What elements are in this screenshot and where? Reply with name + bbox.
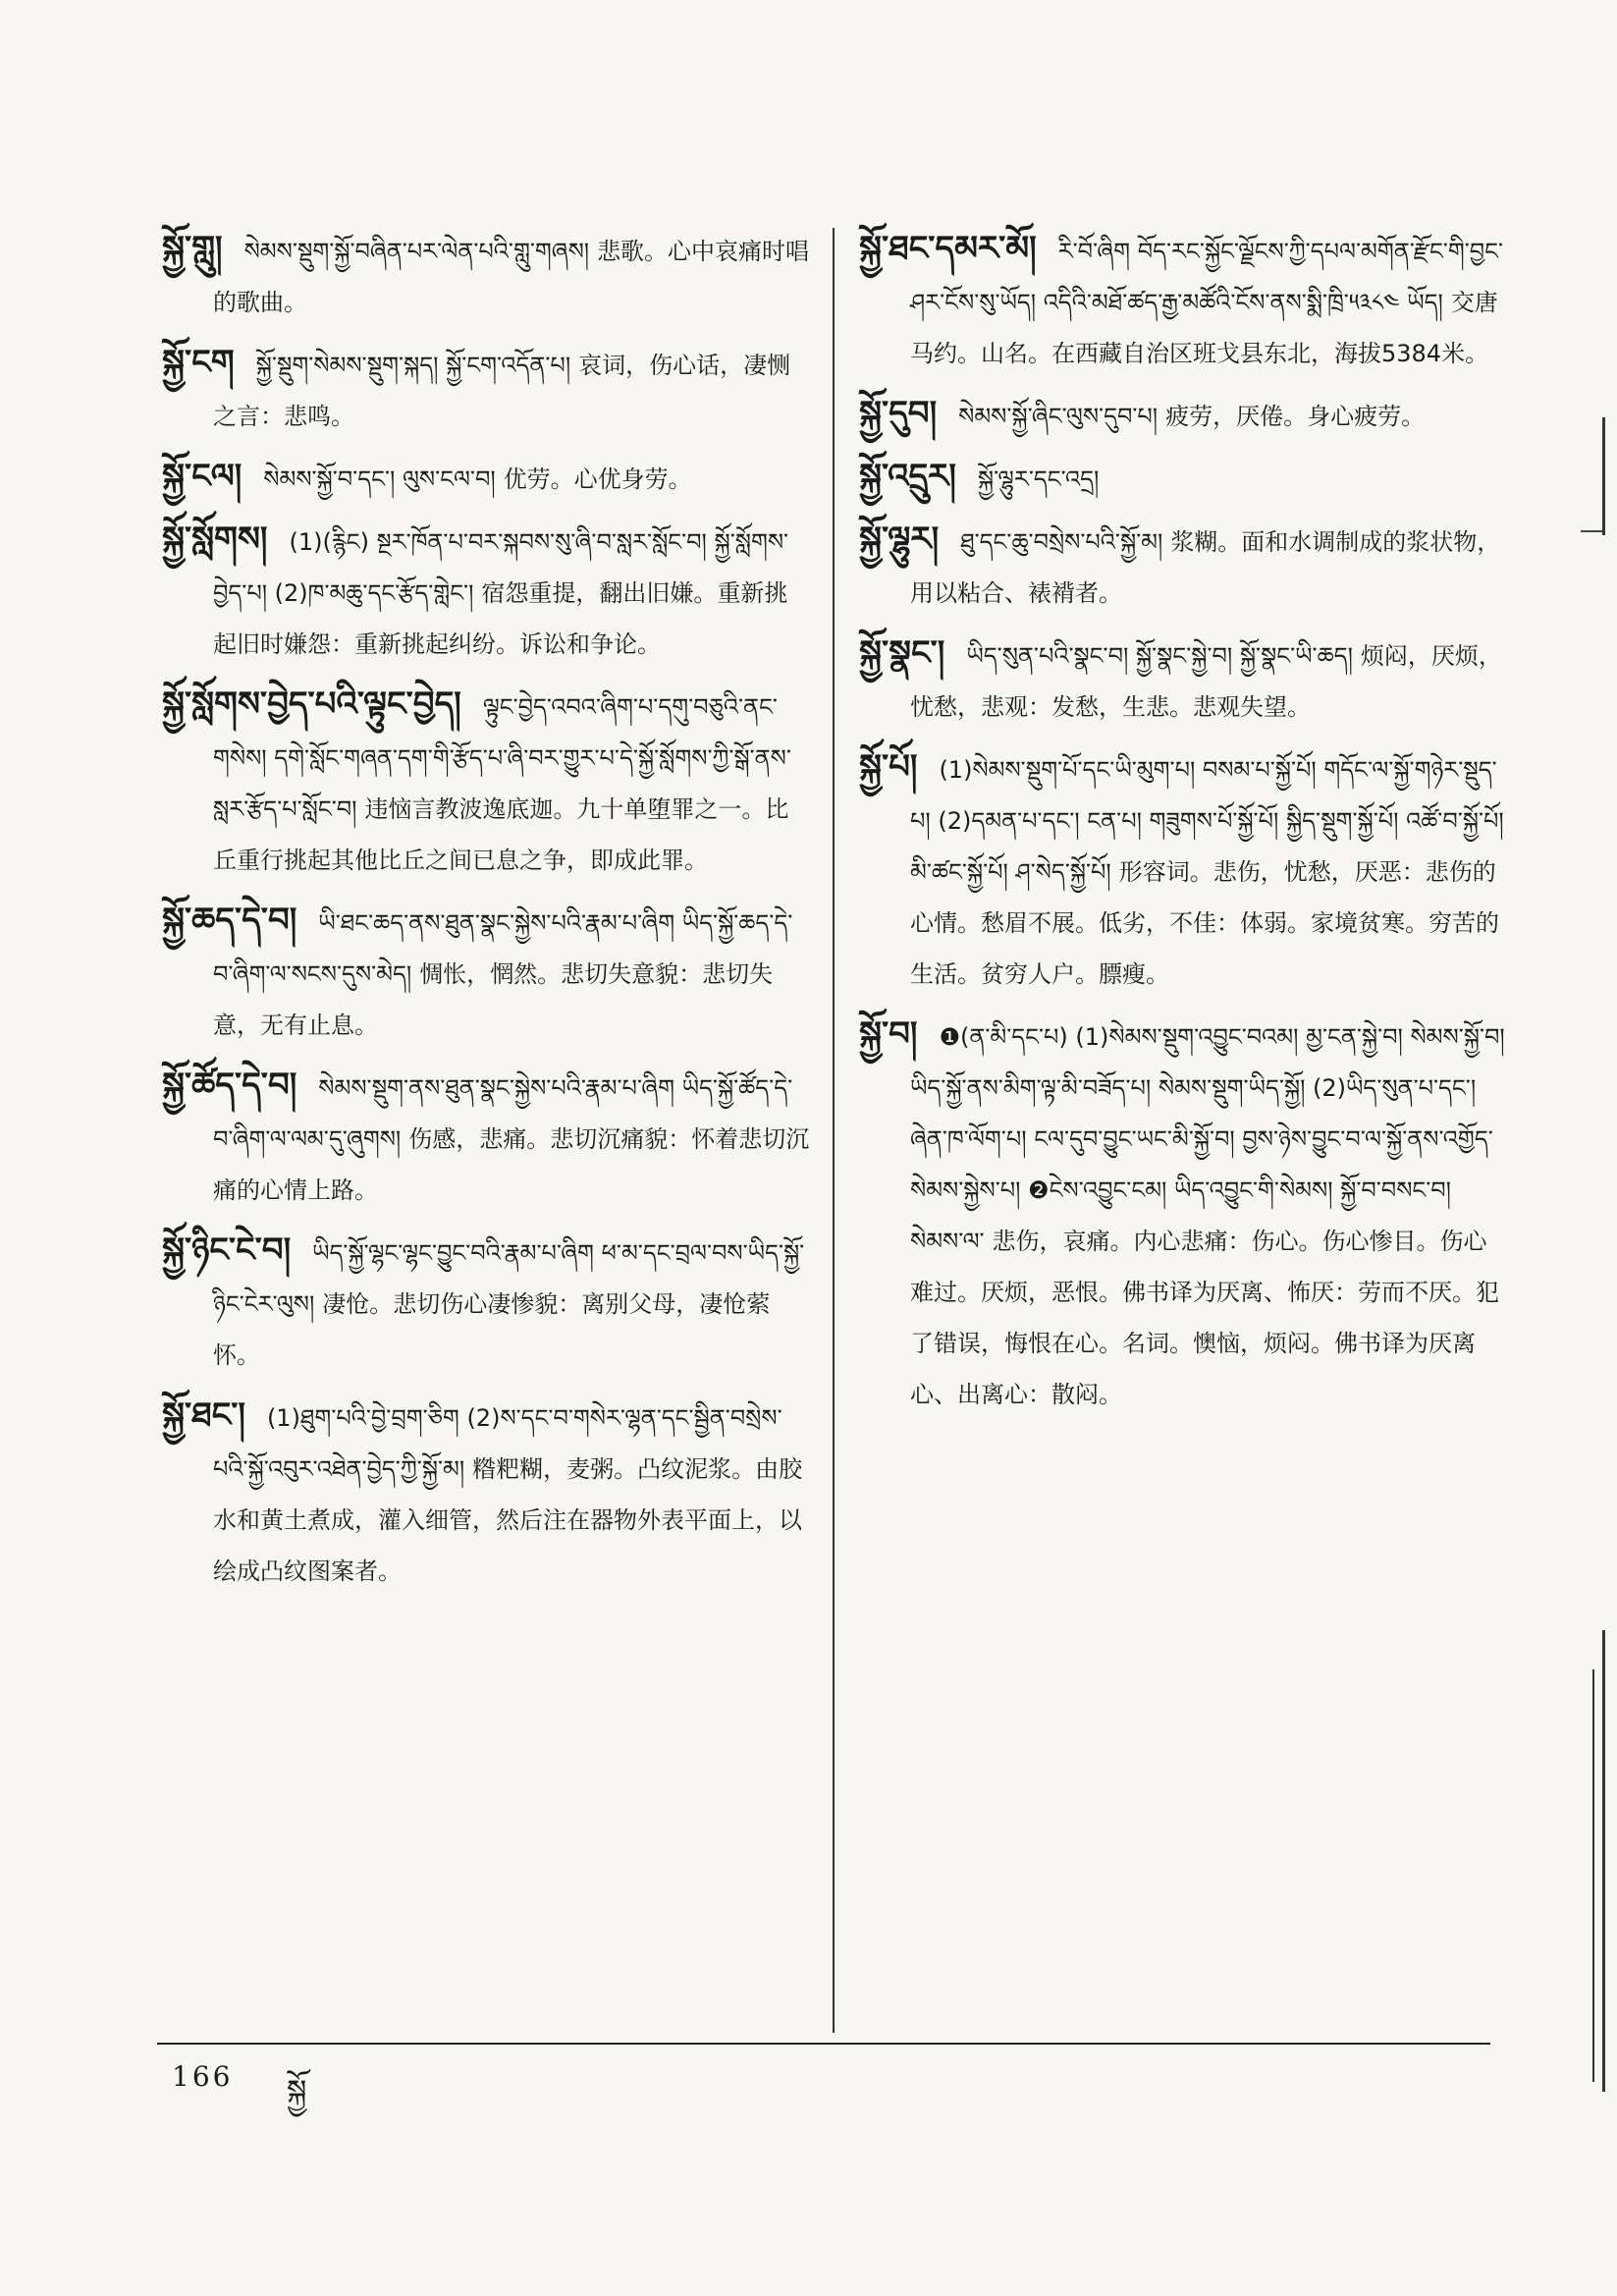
- entry-definition-tibetan: (1)སེམས་སྡུག་པོ་དང་ཡི་མུག་པ། བསམ་པ་སྐྱོ་པོ། གདོང་ལ་སྐྱོ་གཉེར་སྡུད་པ། (2)དམན་པ་དང་། ངན་པ། གཟུགས་པོ་སྐྱོ་པོ། སྐྱིད་སྡུག་སྐྱོ་པོ། འཚོ་བ་སྐྱོ་པོ། མི་ཚང་སྐྱོ་པོ། ཤ་སེད་སྐྱོ་པོ།: [910, 756, 1504, 886]
- entry-headword: སྐྱོ་ཉིང་ངེ་བ།: [162, 1230, 292, 1270]
- entry-headword: སྐྱོ་པོ།: [859, 747, 918, 787]
- entry-definition-tibetan: ❶(ན་མི་དང་པ) (1)སེམས་སྡུག་འབྱུང་བའམ། མྱ་ངན་སྐྱེ་བ། སེམས་སྐྱོ་བ། ཡིད་སྐྱོ་ནས་མིག་ལྟ་མི་བཟོད་པ། སེམས་སྡུག་ཡིད་སྐྱོ། (2)ཡིད་སུན་པ་དང་། ཞེན་ཁ་ལོག་པ། ངལ་དུབ་བྱུང་ཡང་མི་སྐྱོ་བ། བྱས་ཉེས་བྱུང་བ་ལ་སྐྱོ་ནས་འགྱོད་སེམས་སྐྱེས་པ། ❷ངེས་འབྱུང་ངམ། ཡིད་འབྱུང་གི་སེམས། སྐྱོ་བ་བསང་བ། སེམས་ལ་: [910, 1023, 1505, 1255]
- entry-definition-tibetan: ཡིད་སུན་པའི་སྣང་བ། སྐྱོ་སྣང་སྐྱེ་བ། སྐྱོ་སྣང་ཡི་ཆད།: [966, 642, 1353, 670]
- left-column: [162, 224, 810, 1607]
- entry-headword: སྐྱོ་སློགས་བྱེད་པའི་ལྟུང་བྱེད།: [162, 684, 461, 724]
- entry-headword: སྐྱོ་ཆད་དེ་བ།: [162, 901, 297, 940]
- entry-headword: སྐྱོ་ཐང་།: [162, 1395, 245, 1435]
- entry-headword: སྐྱོ་ངལ།: [162, 457, 243, 496]
- entry-definition-chinese: 糌粑糊，麦粥。凸纹泥浆。由胶水和黄土煮成，灌入细管，然后注在器物外表平面上，以绘成凸纹图案者。: [213, 1455, 803, 1585]
- dictionary-entry: [162, 1061, 810, 1216]
- entry-headword: སྐྱོ་སྣང་།: [859, 633, 945, 673]
- entry-definition-tibetan: སྐྱོ་སྡུག་སེམས་སྡུག་སྐད། སྐྱོ་ངག་འདོན་པ།: [255, 352, 571, 379]
- entry-headword: སྐྱོ་ཚོད་དེ་བ།: [162, 1066, 297, 1105]
- dictionary-entry: [162, 224, 810, 328]
- entry-headword: སྐྱོ་གླུ།: [162, 229, 223, 268]
- dictionary-entry: [162, 452, 810, 505]
- entry-definition-tibetan: ཡིད་སྐྱོ་ལྷང་ལྷང་བྱུང་བའི་རྣམ་པ་ཞིག ཕ་མ་དང་བྲལ་བས་ཡིད་སྐྱོ་ཉིང་ངེར་ལུས།: [213, 1239, 805, 1318]
- dictionary-entry: [162, 338, 810, 442]
- entry-headword: སྐྱོ་ངག: [162, 343, 235, 382]
- edge-bar-bottom-inner: [1592, 1669, 1594, 2082]
- edge-bar-bottom: [1602, 1630, 1605, 2092]
- entry-definition-chinese: 凄怆。悲切伤心凄惨貌：离别父母，凄怆萦怀。: [213, 1290, 771, 1369]
- edge-tick: [1581, 530, 1602, 532]
- entry-definition-tibetan: སེམས་སྡུག་སྐྱོ་བཞིན་པར་ལེན་པའི་གླུ་གཞས།: [243, 238, 590, 265]
- entry-definition-chinese: 疲劳，厌倦。身心疲劳。: [1165, 403, 1426, 430]
- entry-definition-tibetan: སེམས་སྡུག་ནས་ཐུན་སྣང་སྐྱེས་པའི་རྣམ་པ་ཞིག ཡིད་སྐྱོ་ཚོད་དེ་བ་ཞིག་ལ་ལམ་དུ་ཞུགས།: [213, 1074, 793, 1153]
- entry-definition-chinese: 烦闷，厌烦，忧愁，悲观：发愁，生悲。悲观失望。: [910, 642, 1502, 721]
- dictionary-entry: [859, 452, 1507, 505]
- entry-definition-chinese: 悲歌。心中哀痛时唱的歌曲。: [213, 238, 810, 316]
- entry-definition-chinese: 浆糊。面和水调制成的浆状物，用以粘合、裱褙者。: [910, 528, 1501, 607]
- entry-definition-tibetan: ཡི་ཐང་ཆད་ནས་ཐུན་སྣང་སྐྱེས་པའི་རྣམ་པ་ཞིག ཡིད་སྐྱོ་ཆད་དེ་བ་ཞིག་ལ་སངས་དུས་མེད།: [213, 909, 793, 988]
- dictionary-entry: [859, 1010, 1507, 1420]
- entry-definition-chinese: 违恼言教波逸底迦。九十单堕罪之一。比丘重行挑起其他比丘之间已息之争，即成此罪。: [213, 795, 789, 874]
- dictionary-entry: [859, 515, 1507, 619]
- footer-rule: [157, 2043, 1490, 2045]
- entry-definition-tibetan: ཐུ་དང་ཆུ་བསྲེས་པའི་སྐྱོ་མ།: [960, 528, 1163, 556]
- dictionary-entry: [859, 389, 1507, 442]
- edge-bar-top: [1602, 417, 1605, 535]
- entry-definition-chinese: 伤感，悲痛。悲切沉痛貌：怀着悲切沉痛的心情上路。: [213, 1125, 810, 1204]
- entry-definition-tibetan: སེམས་སྐྱོ་བ་དང་། ལུས་ངལ་བ།: [263, 465, 496, 493]
- entry-definition-chinese: 哀词，伤心话，凄恻之言：悲鸣。: [213, 352, 791, 430]
- entry-headword: སྐྱོ་སློགས།: [162, 519, 268, 559]
- dictionary-entry: [859, 224, 1507, 379]
- dictionary-entry: [162, 515, 810, 670]
- dictionary-entry: [162, 896, 810, 1051]
- entry-definition-chinese: 宿怨重提，翻出旧嫌。重新挑起旧时嫌怨：重新挑起纠纷。诉讼和争论。: [213, 579, 788, 658]
- column-divider: [833, 228, 835, 2033]
- entry-definition-chinese: 优劳。心优身劳。: [503, 465, 692, 493]
- entry-definition-chinese: 悲伤，哀痛。内心悲痛：伤心。伤心惨目。伤心难过。厌烦，恶恨。佛书译为厌离、怖厌：劳而不厌。犯了错误，悔恨在心。名词。懊恼，烦闷。佛书译为厌离心、出离心：散闷。: [910, 1228, 1499, 1408]
- entry-headword: སྐྱོ་འདྲུར།: [859, 457, 956, 496]
- entry-definition-tibetan: སེམས་སྐྱོ་ཞིང་ལུས་དུབ་པ།: [958, 403, 1159, 430]
- entry-headword: སྐྱོ་དུབ།: [859, 394, 938, 433]
- entry-headword: སྐྱོ་ཐང་དམར་མོ།: [859, 229, 1037, 268]
- entry-definition-chinese: 惆怅，惘然。悲切失意貌：悲切失意，无有止息。: [213, 960, 774, 1039]
- dictionary-entry: [162, 680, 810, 886]
- entry-definition-tibetan: རི་བོ་ཞིག བོད་རང་སྐྱོང་ལྗོངས་ཀྱི་དཔལ་མགོན་རྫོང་གི་བྱང་ཤར་ངོས་སུ་ཡོད། འདིའི་མཐོ་ཚད་རྒྱ་མཚོའི་ངོས་ནས་སྨི་ཁྲི་༥༣༨༤ ཡོད།: [910, 238, 1504, 316]
- entry-headword: སྐྱོ་ལྷུར།: [859, 519, 940, 559]
- entry-definition-tibetan: (1)ཐུག་པའི་བྱེ་བྲག་ཅིག (2)ས་དང་བ་གསེར་ལྷན་དང་སྦྱིན་བསྲེས་པའི་སྐྱོ་འབུར་འཐེན་བྱེད་ཀྱི་སྐྱོ་མ།: [213, 1404, 782, 1483]
- right-column: [859, 224, 1507, 1430]
- dictionary-entry: [859, 629, 1507, 733]
- entry-definition-chinese: 交唐马约。山名。在西藏自治区班戈县东北，海拔5384米。: [910, 289, 1498, 367]
- footer-head-letter: སྐྱོ: [287, 2074, 307, 2108]
- entry-definition-tibetan: སྐྱོ་ལྷུར་དང་འདྲ།: [977, 465, 1100, 493]
- dictionary-entry: [859, 742, 1507, 1000]
- page-number: 166: [172, 2060, 234, 2093]
- entry-definition-chinese: 形容词。悲伤，忧愁，厌恶：悲伤的心情。愁眉不展。低劣，不佳：体弱。家境贫寒。穷苦的生活。贫穷人户。膘瘦。: [910, 858, 1499, 988]
- dictionary-entry: [162, 1226, 810, 1381]
- entry-definition-tibetan: ལྟུང་བྱེད་འབའ་ཞིག་པ་དགུ་བཅུའི་ནང་གསེས། དགེ་སློང་གཞན་དག་གི་རྩོད་པ་ཞི་བར་གྱུར་པ་དེ་སྐྱོ་སློགས་ཀྱི་སྒོ་ནས་སླར་རྩོད་པ་སློང་བ།: [213, 693, 791, 823]
- dictionary-entry: [162, 1391, 810, 1597]
- entry-definition-tibetan: (1)(རྙིང) སྔར་ཁོན་པ་བར་སྐབས་སུ་ཞི་བ་སླར་སློང་བ། སྐྱོ་སློགས་བྱེད་པ། (2)ཁ་མཆུ་དང་རྩོད་གླེང་།: [213, 528, 789, 607]
- entry-headword: སྐྱོ་བ།: [859, 1014, 918, 1054]
